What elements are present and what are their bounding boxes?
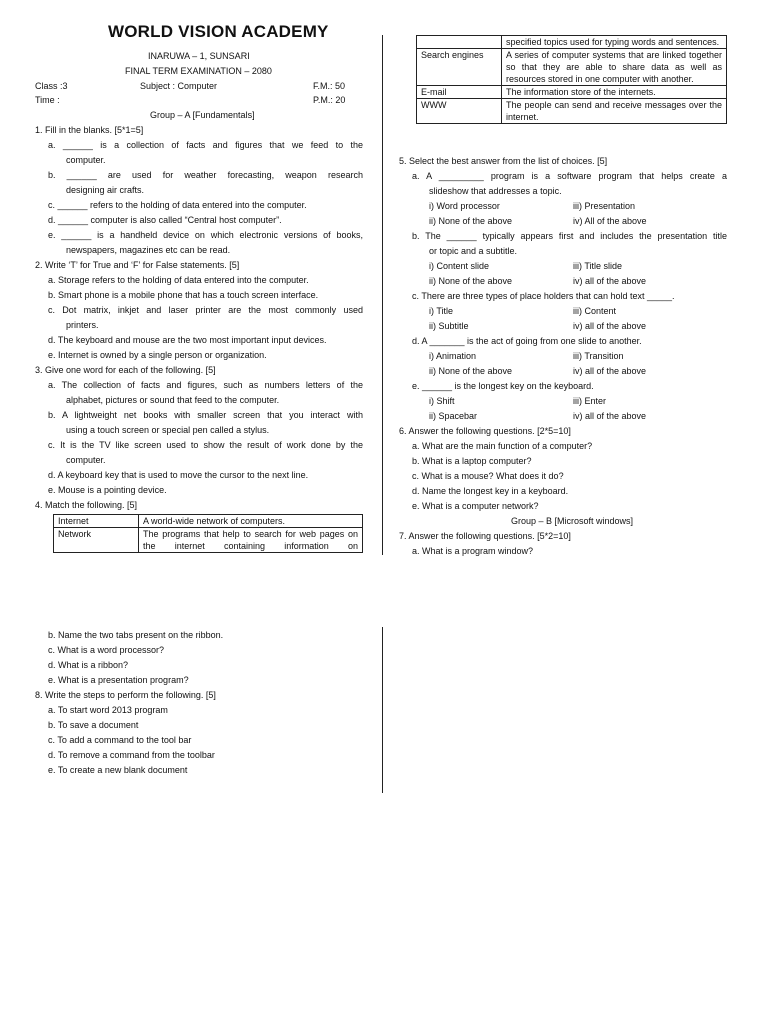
table-row bbox=[417, 49, 727, 86]
q1-item-e: e. ______ is a handheld device on which electronic versions of books, bbox=[48, 230, 363, 240]
q7-item-e: e. What is a presentation program? bbox=[48, 675, 189, 685]
q8-item-b: b. To save a document bbox=[48, 720, 139, 730]
match-right-cell: The people can send and receive messages over the internet. bbox=[502, 99, 727, 124]
question-4-title: 4. Match the following. [5] bbox=[35, 500, 138, 510]
q3-item-c: c. It is the TV like screen used to show the result of work done by the bbox=[48, 440, 363, 450]
q3-item-a-cont: alphabet, pictures or sound that feed to the computer. bbox=[66, 395, 280, 405]
q5-item-d: d. A _______ is the act of going from one slide to another. bbox=[412, 336, 642, 346]
pass-marks: P.M.: 20 bbox=[313, 95, 346, 105]
q5-a-option-1: i) Word processor bbox=[429, 201, 500, 211]
q5-b-option-1: i) Content slide bbox=[429, 261, 490, 271]
q5-item-b: b. The ______ typically appears first and includes the presentation title bbox=[412, 231, 727, 241]
q5-item-a: a. A _________ program is a software program that helps create a bbox=[412, 171, 727, 181]
q3-item-b-cont: using a touch screen or special pen called a stylus. bbox=[66, 425, 270, 435]
q5-c-option-2: ii) Subtitle bbox=[429, 321, 469, 331]
question-3-title: 3. Give one word for each of the following. [5] bbox=[35, 365, 216, 375]
question-1-title: 1. Fill in the blanks. [5*1=5] bbox=[35, 125, 144, 135]
q5-b-option-4: iv) all of the above bbox=[573, 276, 647, 286]
group-a-heading: Group – A [Fundamentals] bbox=[150, 110, 255, 120]
q1-item-d: d. ______ computer is also called “Central host computer”. bbox=[48, 215, 282, 225]
q3-item-d: d. A keyboard key that is used to move the cursor to the next line. bbox=[48, 470, 309, 480]
match-right-cell: A series of computer systems that are linked together so that they are able to share data as well as resources stored in one computer with another. bbox=[502, 49, 727, 86]
q1-item-a-cont: computer. bbox=[66, 155, 106, 165]
q2-item-d: d. The keyboard and mouse are the two most important input devices. bbox=[48, 335, 327, 345]
q6-item-d: d. Name the longest key in a keyboard. bbox=[412, 486, 569, 496]
match-table-part2 bbox=[416, 35, 727, 124]
q5-c-option-1: i) Title bbox=[429, 306, 454, 316]
q3-item-c-cont: computer. bbox=[66, 455, 106, 465]
match-left-cell: Search engines bbox=[417, 49, 502, 86]
match-right-cell: specified topics used for typing words and sentences. bbox=[502, 36, 727, 49]
table-row bbox=[54, 528, 363, 553]
q3-item-e: e. Mouse is a pointing device. bbox=[48, 485, 167, 495]
q2-item-b: b. Smart phone is a mobile phone that has a touch screen interface. bbox=[48, 290, 319, 300]
q8-item-e: e. To create a new blank document bbox=[48, 765, 188, 775]
group-b-heading: Group – B [Microsoft windows] bbox=[511, 516, 634, 526]
match-left-cell: WWW bbox=[417, 99, 502, 124]
q7-item-b: b. Name the two tabs present on the ribbon. bbox=[48, 630, 224, 640]
question-7-title: 7. Answer the following questions. [5*2=10] bbox=[399, 531, 571, 541]
subject-label: Subject : Computer bbox=[140, 81, 218, 91]
q5-d-option-4: iv) all of the above bbox=[573, 366, 647, 376]
question-8-title: 8. Write the steps to perform the following. [5] bbox=[35, 690, 216, 700]
school-address: INARUWA – 1, SUNSARI bbox=[148, 51, 250, 61]
question-5-title: 5. Select the best answer from the list of choices. [5] bbox=[399, 156, 608, 166]
q5-e-option-3: iii) Enter bbox=[573, 396, 607, 406]
q5-e-option-2: ii) Spacebar bbox=[429, 411, 478, 421]
match-left-cell bbox=[417, 36, 502, 49]
exam-title: FINAL TERM EXAMINATION – 2080 bbox=[125, 66, 272, 76]
q2-item-c: c. Dot matrix, inkjet and laser printer are the most commonly used bbox=[48, 305, 363, 315]
q5-b-option-2: ii) None of the above bbox=[429, 276, 513, 286]
q6-item-e: e. What is a computer network? bbox=[412, 501, 539, 511]
q5-a-option-2: ii) None of the above bbox=[429, 216, 513, 226]
class-label: Class :3 bbox=[35, 81, 68, 91]
q1-item-b-cont: designing air crafts. bbox=[66, 185, 145, 195]
q5-item-b-cont: or topic and a subtitle. bbox=[429, 246, 518, 256]
q2-item-e: e. Internet is owned by a single person or organization. bbox=[48, 350, 267, 360]
q5-d-option-3: iii) Transition bbox=[573, 351, 624, 361]
q3-item-a: a. The collection of facts and figures, such as numbers letters of the bbox=[48, 380, 363, 390]
match-left-cell: Internet bbox=[54, 515, 139, 528]
time-label: Time : bbox=[35, 95, 60, 105]
q6-item-b: b. What is a laptop computer? bbox=[412, 456, 532, 466]
q8-item-a: a. To start word 2013 program bbox=[48, 705, 168, 715]
q5-e-option-1: i) Shift bbox=[429, 396, 455, 406]
match-left-cell: E-mail bbox=[417, 86, 502, 99]
q6-item-a: a. What are the main function of a computer? bbox=[412, 441, 593, 451]
q5-c-option-3: iii) Content bbox=[573, 306, 617, 316]
q5-a-option-3: iii) Presentation bbox=[573, 201, 636, 211]
q5-item-e: e. ______ is the longest key on the keyboard. bbox=[412, 381, 594, 391]
q2-item-a: a. Storage refers to the holding of data entered into the computer. bbox=[48, 275, 309, 285]
q5-e-option-4: iv) all of the above bbox=[573, 411, 647, 421]
match-right-cell: A world-wide network of computers. bbox=[139, 515, 363, 528]
table-row bbox=[417, 86, 727, 99]
q5-a-option-4: iv) All of the above bbox=[573, 216, 647, 226]
q2-item-c-cont: printers. bbox=[66, 320, 99, 330]
q5-b-option-3: iii) Title slide bbox=[573, 261, 623, 271]
q5-item-a-cont: slideshow that addresses a topic. bbox=[429, 186, 562, 196]
q7-item-a: a. What is a program window? bbox=[412, 546, 534, 556]
question-2-title: 2. Write ‘T’ for True and ‘F’ for False statements. [5] bbox=[35, 260, 240, 270]
q3-item-b: b. A lightweight net books with smaller screen that you interact with bbox=[48, 410, 363, 420]
match-left-cell: Network bbox=[54, 528, 139, 553]
q5-d-option-2: ii) None of the above bbox=[429, 366, 513, 376]
q1-item-c: c. ______ refers to the holding of data entered into the computer. bbox=[48, 200, 307, 210]
table-row bbox=[417, 36, 727, 49]
q7-item-c: c. What is a word processor? bbox=[48, 645, 165, 655]
question-6-title: 6. Answer the following questions. [2*5=10] bbox=[399, 426, 571, 436]
school-title: WORLD VISION ACADEMY bbox=[108, 22, 329, 41]
match-table-part1 bbox=[53, 514, 363, 553]
q6-item-c: c. What is a mouse? What does it do? bbox=[412, 471, 564, 481]
q1-item-a: a. ______ is a collection of facts and figures that we feed to the bbox=[48, 140, 363, 150]
q5-d-option-1: i) Animation bbox=[429, 351, 477, 361]
q5-c-option-4: iv) all of the above bbox=[573, 321, 647, 331]
q8-item-c: c. To add a command to the tool bar bbox=[48, 735, 192, 745]
q5-item-c: c. There are three types of place holders that can hold text _____. bbox=[412, 291, 675, 301]
column-divider bbox=[382, 627, 383, 793]
table-row bbox=[54, 515, 363, 528]
q8-item-d: d. To remove a command from the toolbar bbox=[48, 750, 215, 760]
match-right-cell: The information store of the internets. bbox=[502, 86, 727, 99]
q1-item-b: b. ______ are used for weather forecasting, weapon research bbox=[48, 170, 363, 180]
match-right-cell: The programs that help to search for web pages on the internet containing information on bbox=[139, 528, 363, 553]
column-divider bbox=[382, 35, 383, 555]
q7-item-d: d. What is a ribbon? bbox=[48, 660, 129, 670]
q1-item-e-cont: newspapers, magazines etc can be read. bbox=[66, 245, 231, 255]
table-row bbox=[417, 99, 727, 124]
full-marks: F.M.: 50 bbox=[313, 81, 346, 91]
